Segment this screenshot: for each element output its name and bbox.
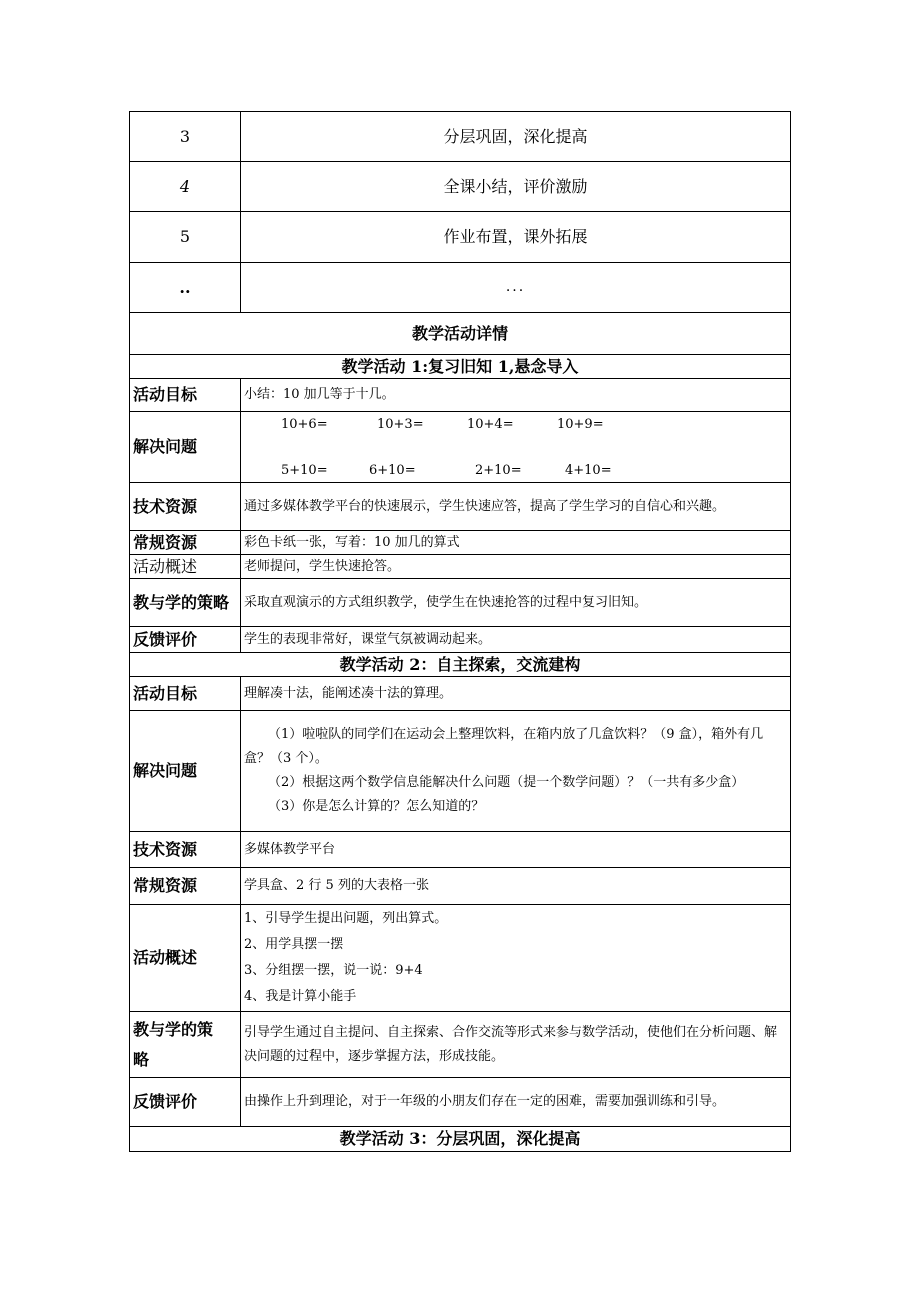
step-row (130, 212, 791, 263)
step-number: 5 (130, 212, 241, 263)
problem-item: （2）根据这两个数学信息能解决什么问题（提一个数学问题）？（一共有多少盒） (268, 775, 745, 790)
step-name: ... (241, 263, 791, 313)
goal-text: 小结：10 加几等于十几。 (241, 379, 791, 412)
equations-cell (241, 412, 791, 483)
problem-list (241, 711, 791, 832)
activity-3-title-row (130, 1127, 791, 1152)
step-number: 4 (130, 162, 241, 212)
equation: 4+10= (565, 463, 612, 478)
feedback-label: 反馈评价 (130, 627, 241, 653)
feedback-label: 反馈评价 (130, 1078, 241, 1127)
step-row (130, 162, 791, 212)
tech-label: 技术资源 (130, 483, 241, 531)
regular-label: 常规资源 (130, 531, 241, 555)
activity-1-strategy-row (130, 579, 791, 627)
activity-2-tech-row (130, 832, 791, 868)
strategy-label-line: 教与学的策 (133, 1019, 214, 1039)
tech-text: 多媒体教学平台 (241, 832, 791, 868)
lesson-plan-document (129, 111, 790, 1152)
goal-text: 理解凑十法，能阐述凑十法的算理。 (241, 677, 791, 711)
overview-text: 老师提问，学生快速抢答。 (241, 555, 791, 579)
activity-1-goal-row (130, 379, 791, 412)
activity-2-title-row (130, 653, 791, 677)
details-title: 教学活动详情 (130, 313, 791, 355)
activity-1-problem-row (130, 412, 791, 483)
activity-2-feedback-row (130, 1078, 791, 1127)
equations-row-1 (241, 414, 790, 434)
strategy-text: 采取直观演示的方式组织教学，使学生在快速抢答的过程中复习旧知。 (241, 579, 791, 627)
overview-label: 活动概述 (130, 905, 241, 1012)
equation: 10+6= (281, 417, 328, 432)
equation: 10+4= (467, 417, 514, 432)
activity-1-title: 教学活动 1:复习旧知 1,悬念导入 (130, 355, 791, 379)
activity-2-title: 教学活动 2：自主探索，交流建构 (130, 653, 791, 677)
regular-text: 彩色卡纸一张，写着：10 加几的算式 (241, 531, 791, 555)
strategy-text: 引导学生通过自主提问、自主探索、合作交流等形式来参与数学活动，使他们在分析问题、解决问题的过程中，逐步掌握方法，形成技能。 (241, 1012, 791, 1078)
goal-label: 活动目标 (130, 379, 241, 412)
step-number: .. (130, 263, 241, 313)
activity-2-regular-row (130, 868, 791, 905)
goal-label: 活动目标 (130, 677, 241, 711)
overview-item: 2、用学具摆一摆 (244, 937, 344, 952)
equation: 6+10= (369, 463, 416, 478)
activity-2-goal-row (130, 677, 791, 711)
activity-1-regular-row (130, 531, 791, 555)
step-row (130, 112, 791, 162)
step-name: 作业布置，课外拓展 (241, 212, 791, 263)
step-name: 分层巩固，深化提高 (241, 112, 791, 162)
overview-label: 活动概述 (130, 555, 241, 579)
equation: 10+3= (377, 417, 424, 432)
regular-text: 学具盒、2 行 5 列的大表格一张 (241, 868, 791, 905)
activity-3-title: 教学活动 3：分层巩固，深化提高 (130, 1127, 791, 1152)
equation: 5+10= (281, 463, 328, 478)
regular-label: 常规资源 (130, 868, 241, 905)
step-number: 3 (130, 112, 241, 162)
activity-2-overview-row (130, 905, 791, 1012)
problem-label: 解决问题 (130, 711, 241, 832)
problem-label: 解决问题 (130, 412, 241, 483)
overview-item: 1、引导学生提出问题，列出算式。 (244, 911, 448, 926)
strategy-label: 教与学的策略 (130, 579, 241, 627)
overview-list (241, 905, 791, 1012)
overview-item: 3、分组摆一摆，说一说：9+4 (244, 963, 423, 978)
problem-item: （1）啦啦队的同学们在运动会上整理饮料，在箱内放了几盒饮料？（9 盒），箱外有几盒？（3 个）。 (244, 727, 764, 766)
problem-item: （3）你是怎么计算的？怎么知道的？ (268, 799, 485, 814)
strategy-label-line: 略 (133, 1049, 150, 1069)
equation: 2+10= (475, 463, 522, 478)
activity-2-problem-row (130, 711, 791, 832)
feedback-text: 学生的表现非常好，课堂气氛被调动起来。 (241, 627, 791, 653)
lesson-table (129, 111, 791, 1152)
equations-row-2 (241, 460, 790, 480)
activity-2-strategy-row (130, 1012, 791, 1078)
activity-1-tech-row (130, 483, 791, 531)
details-title-row (130, 313, 791, 355)
feedback-text: 由操作上升到理论，对于一年级的小朋友们存在一定的困难，需要加强训练和引导。 (241, 1078, 791, 1127)
equation: 10+9= (557, 417, 604, 432)
tech-text: 通过多媒体教学平台的快速展示，学生快速应答，提高了学生学习的自信心和兴趣。 (241, 483, 791, 531)
activity-1-feedback-row (130, 627, 791, 653)
activity-1-title-row (130, 355, 791, 379)
step-name: 全课小结，评价激励 (241, 162, 791, 212)
tech-label: 技术资源 (130, 832, 241, 868)
activity-1-overview-row (130, 555, 791, 579)
overview-item: 4、我是计算小能手 (244, 989, 357, 1004)
strategy-label (130, 1012, 241, 1078)
step-row (130, 263, 791, 313)
